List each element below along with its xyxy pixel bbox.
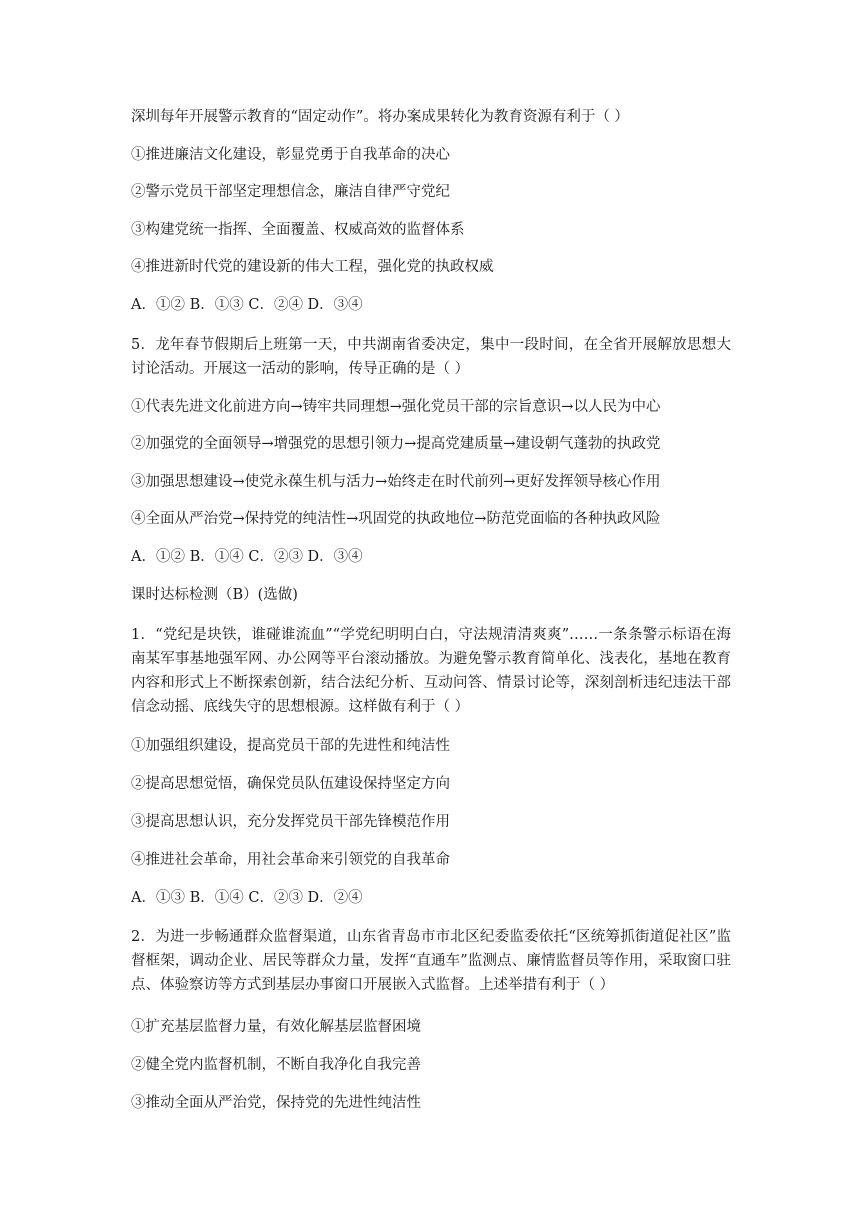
section-b-title: 课时达标检测（B）(选做) [131,587,298,603]
section-b-question-1-option-3: ③提高思想认识，充分发挥党员干部先锋模范作用 [131,814,450,830]
question-5-option-1: ①代表先进文化前进方向→铸牢共同理想→强化党员干部的宗旨意识→以人民为中心 [131,399,661,415]
question-5-answers: A．①② B．①④ C．②③ D．③④ [131,549,363,565]
question-4-stem: 深圳每年开展警示教育的“固定动作”。将办案成果转化为教育资源有利于（ ） [131,109,629,125]
question-4-answers: A．①② B．①③ C．②④ D．③④ [131,297,363,313]
question-4-option-2: ②警示党员干部坚定理想信念，廉洁自律严守党纪 [131,184,450,200]
section-b-question-1-option-4: ④推进社会革命，用社会革命来引领党的自我革命 [131,852,450,868]
question-5-option-3: ③加强思想建设→使党永葆生机与活力→始终走在时代前列→更好发挥领导核心作用 [131,474,661,490]
question-4-option-1: ①推进廉洁文化建设，彰显党勇于自我革命的决心 [131,147,450,163]
question-5-option-4: ④全面从严治党→保持党的纯洁性→巩固党的执政地位→防范党面临的各种执政风险 [131,511,661,527]
section-b-question-1-stem: 1．“党纪是块铁，谁碰谁流血”“学党纪明明白白，守法规清清爽爽”……一条条警示标语在海南某军事基地强军网、办公网等平台滚动播放。为避免警示教育简单化、浅表化，基地在教育内容和形式上不断探索创新，结合法纪分析、互动问答、情景讨论等，深刻剖析违纪违法干部信念动摇、底线失守的思想根源。这样做有利于（ ） [131,627,731,715]
section-b-question-1-option-2: ②提高思想觉悟，确保党员队伍建设保持坚定方向 [131,776,450,792]
section-b-question-2-stem: 2．为进一步畅通群众监督渠道，山东省青岛市市北区纪委监委依托“区统筹抓街道促社区”监督框架，调动企业、居民等群众力量，发挥“直通车”监测点、廉情监督员等作用，采取窗口驻点、体验察访等方式到基层办事窗口开展嵌入式监督。上述举措有利于（ ） [131,929,731,993]
question-4-option-4: ④推进新时代党的建设新的伟大工程，强化党的执政权威 [131,259,494,275]
section-b-question-2-option-1: ①扩充基层监督力量，有效化解基层监督困境 [131,1019,421,1035]
section-b-question-2-option-2: ②健全党内监督机制，不断自我净化自我完善 [131,1057,421,1073]
question-4-option-3: ③构建党统一指挥、全面覆盖、权威高效的监督体系 [131,222,465,238]
question-5-stem: 5．龙年春节假期后上班第一天，中共湖南省委决定，集中一段时间，在全省开展解放思想大讨论活动。开展这一活动的影响，传导正确的是（ ） [131,337,731,377]
section-b-question-1-answers: A．①③ B．①④ C．②③ D．②④ [131,890,363,906]
question-5-option-2: ②加强党的全面领导→增强党的思想引领力→提高党建质量→建设朝气蓬勃的执政党 [131,436,661,452]
section-b-question-1-option-1: ①加强组织建设，提高党员干部的先进性和纯洁性 [131,738,450,754]
section-b-question-2-option-3: ③推动全面从严治党，保持党的先进性纯洁性 [131,1095,421,1111]
